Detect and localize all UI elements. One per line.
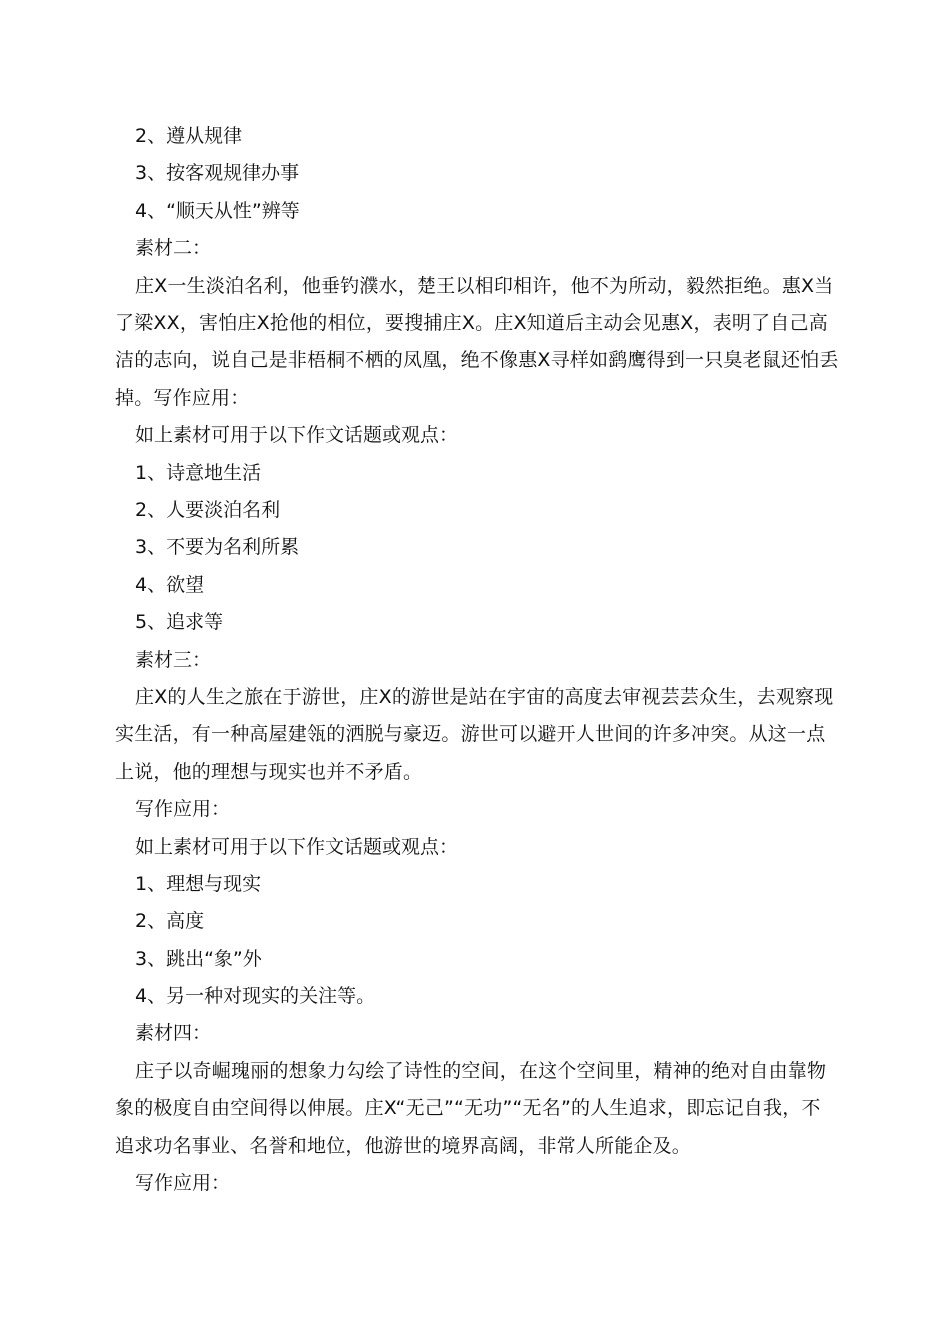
list-item: 2、人要淡泊名利 — [135, 498, 281, 521]
writing-application-label: 写作应用： — [135, 798, 231, 821]
list-item: 1、诗意地生活 — [135, 461, 262, 484]
list-item: 2、遵从规律 — [135, 125, 243, 147]
writing-application-label: 写作应用： — [135, 1172, 231, 1195]
list-item: 5、追求等 — [135, 611, 224, 634]
paragraph-material-2: 庄X一生淡泊名利，他垂钓濮水，楚王以相印相许，他不为所动，毅然拒绝。惠X当了梁XX，害怕庄X抢他的相位，要搜捕庄X。庄X知道后主动会见惠X，表明了自己高洁的志向，说自己是非梧桐不栖的凤凰，绝不像惠X寻样如鹞鹰得到一只臭老鼠还怕丢掉。写作应用： — [115, 274, 839, 409]
list-item: 2、高度 — [135, 910, 205, 933]
topics-intro: 如上素材可用于以下作文话题或观点： — [135, 835, 459, 858]
list-item: 4、欲望 — [135, 573, 205, 596]
list-item: 4、“顺天从性”辨等 — [135, 199, 300, 222]
section-heading-material-4: 素材四： — [135, 1022, 212, 1045]
section-heading-material-2: 素材二： — [135, 237, 212, 260]
list-item: 4、另一种对现实的关注等。 — [135, 985, 376, 1008]
list-item: 3、按客观规律办事 — [135, 162, 300, 185]
topics-intro: 如上素材可用于以下作文话题或观点： — [135, 424, 459, 447]
list-item: 3、跳出“象”外 — [135, 947, 262, 970]
paragraph-material-3: 庄X的人生之旅在于游世，庄X的游世是站在宇宙的高度去审视芸芸众生，去观察现实生活，有一种高屋建瓴的洒脱与豪迈。游世可以避开人世间的许多冲突。从这一点上说，他的理想与现实也并不矛盾。 — [115, 685, 834, 783]
paragraph-material-4: 庄子以奇崛瑰丽的想象力勾绘了诗性的空间，在这个空间里，精神的绝对自由靠物象的极度自由空间得以伸展。庄X“无己”“无功”“无名”的人生追求，即忘记自我，不追求功名事业、名誉和地位，他游世的境界高阔，非常人所能企及。 — [115, 1059, 827, 1157]
section-heading-material-3: 素材三： — [135, 648, 212, 671]
document-page — [115, 118, 839, 1202]
list-item: 3、不要为名利所累 — [135, 536, 300, 559]
list-item: 1、理想与现实 — [135, 872, 262, 895]
